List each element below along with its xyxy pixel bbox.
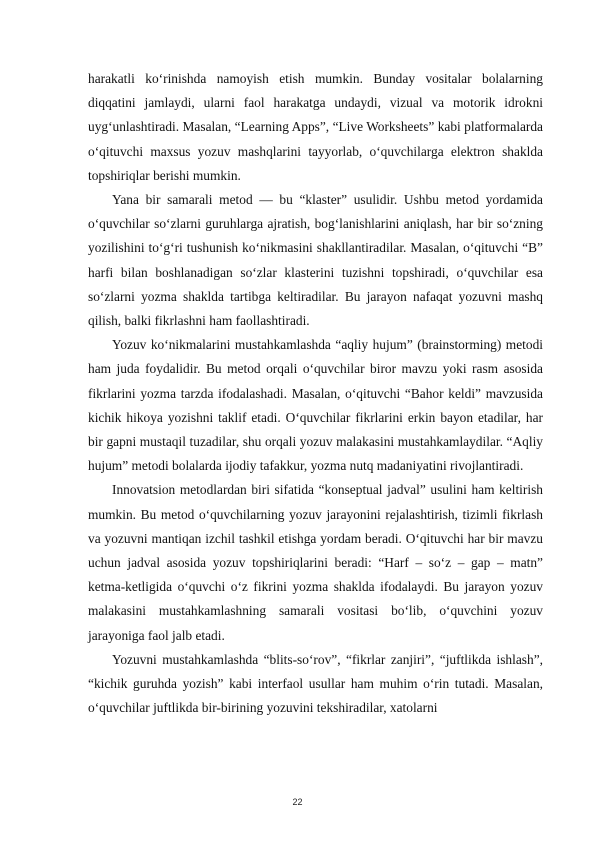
page-number-text: 22	[292, 797, 303, 807]
paragraph-5: Yozuvni mustahkamlashda “blits-so‘rov”, “fikrlar zanjiri”, “juftlikda ishlash”, “kichik guruhda yozish” kabi interfaol usullar ham muhim o‘rin tutadi. Masalan, o‘quvchilar juftlikda bir-birining yozuvini tekshiradilar, xatolarni	[88, 651, 543, 716]
paragraph-4: Innovatsion metodlardan biri sifatida “konseptual jadval” usulini ham keltirish mumkin. Bu metod o‘quvchilarning yozuv jarayonini rejalashtirish, tizimli fikrlash va yozuvni mantiqan izchil tashkil etishga yordam beradi. O‘qituvchi har bir mavzu uchun jadval asosida yozuv topshiriqlarini beradi: “Harf – so‘z – gap – matn” ketma-ketligida o‘quvchi o‘z fikrini yozma shaklda ifodalaydi. Bu jarayon yozuv malakasini mustahkamlashning samarali vositasi bo‘lib, o‘quvchini yozuv jarayoniga faol jalb etadi.	[88, 482, 543, 643]
page-number	[0, 797, 595, 807]
paragraph-2: Yana bir samarali metod — bu “klaster” usulidir. Ushbu metod yordamida o‘quvchilar so‘zlarni guruhlarga ajratish, bog‘lanishlarini aniqlash, har bir so‘zning yozilishini to‘g‘ri tushunish ko‘nikmasini shakllantiradilar. Masalan, o‘qituvchi “B” harfi bilan boshlanadigan so‘zlar klasterini tuzishni topshiradi, o‘quvchilar esa so‘zlarni yozma shaklda tartibga keltiradilar. Bu jarayon nafaqat yozuvni mashq qilish, balki fikrlashni ham faollashtiradi.	[88, 192, 543, 329]
paragraph-1: harakatli ko‘rinishda namoyish etish mumkin. Bunday vositalar bolalarning diqqatini jamlaydi, ularni faol harakatga undaydi, vizual va motorik idrokni uyg‘unlashtiradi. Masalan, “Learning Apps”, “Live Worksheets” kabi platformalarda o‘qituvchi maxsus yozuv mashqlarini tayyorlab, o‘quvchilarga elektron shaklda topshiriqlar berishi mumkin.	[88, 71, 543, 183]
paragraph-3: Yozuv ko‘nikmalarini mustahkamlashda “aqliy hujum” (brainstorming) metodi ham juda foydalidir. Bu metod orqali o‘quvchilar biror mavzu yoki rasm asosida fikrlarini yozma tarzda ifodalashadi. Masalan, o‘qituvchi “Bahor keldi” mavzusida kichik hikoya yozishni taklif etadi. O‘quvchilar fikrlarini erkin bayon etadilar, har bir gapni mustaqil tuzadilar, shu orqali yozuv malakasini mustahkamlaydilar. “Aqliy hujum” metodi bolalarda ijodiy tafakkur, yozma nutq madaniyatini rivojlantiradi.	[88, 337, 543, 474]
body-text	[88, 67, 543, 720]
